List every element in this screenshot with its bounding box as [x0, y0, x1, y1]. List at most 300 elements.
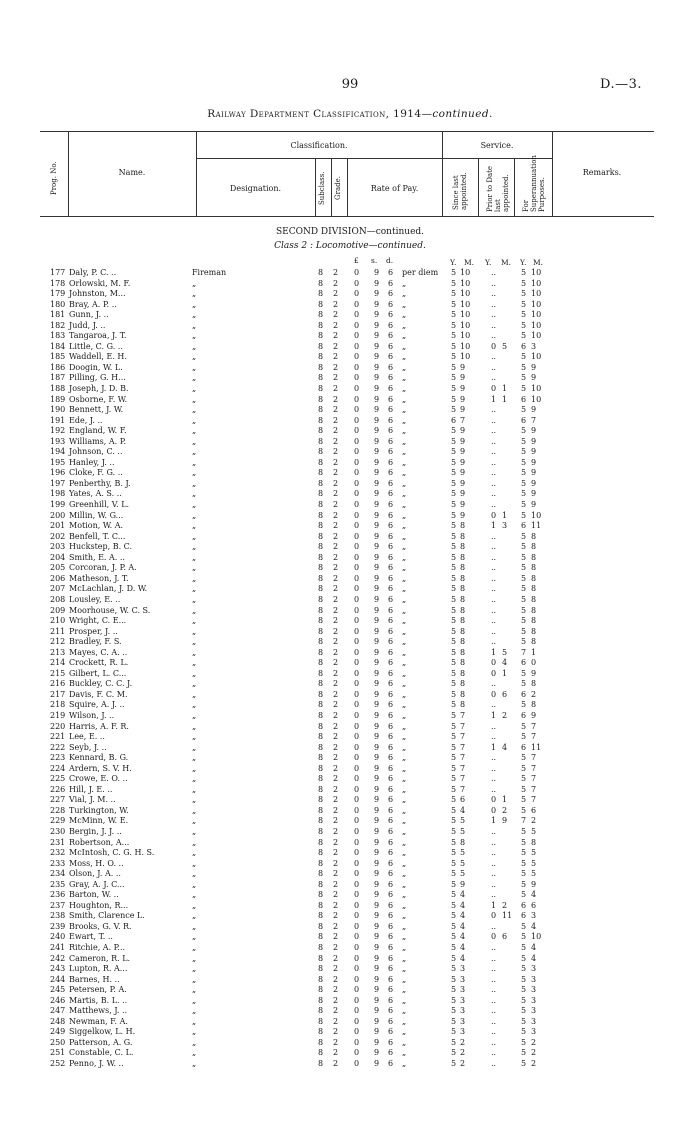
row-super-years: 5: [521, 753, 527, 763]
row-since-years: 5: [451, 573, 457, 583]
row-since-years: 5: [451, 943, 457, 952]
row-name: Bergin, J. J. ..: [69, 826, 122, 836]
row-pay-pounds: 0: [354, 879, 360, 889]
header-designation: Designation.: [229, 184, 282, 193]
row-prior-years: ..: [491, 278, 497, 288]
row-pay-unit: „: [402, 647, 407, 657]
col-divider: [514, 158, 515, 216]
row-pay-shillings: 9: [374, 974, 380, 984]
row-since-months: 4: [460, 890, 466, 900]
row-pay-pounds: 0: [354, 478, 360, 488]
row-pay-pence: 6: [388, 953, 394, 963]
row-prior-years: ..: [491, 289, 497, 299]
row-since-months: 3: [460, 1016, 466, 1026]
row-pay-unit: „: [402, 489, 407, 499]
row-super-months: 5: [531, 869, 537, 879]
row-grade: 2: [333, 626, 339, 636]
row-grade: 2: [333, 921, 339, 931]
row-pay-shillings: 9: [374, 362, 380, 372]
row-name: Seyb, J. ..: [69, 742, 107, 752]
row-pay-unit: „: [402, 531, 407, 541]
row-designation: „: [192, 500, 197, 510]
row-prog-no: 201: [50, 521, 66, 531]
row-pay-shillings: 9: [374, 489, 380, 499]
row-pay-unit: „: [402, 784, 407, 794]
table-row: [0, 954, 700, 965]
header-prog-no: Prog. No.: [50, 161, 58, 195]
row-since-years: 5: [451, 1037, 457, 1047]
row-since-months: 4: [460, 943, 466, 952]
row-designation: „: [192, 405, 197, 415]
row-grade: 2: [333, 668, 339, 678]
row-super-years: 5: [521, 489, 527, 499]
row-pay-pence: 6: [388, 362, 394, 372]
row-designation: „: [192, 531, 197, 541]
row-pay-pounds: 0: [354, 616, 360, 626]
row-grade: 2: [333, 268, 339, 277]
row-subclass: 8: [318, 879, 324, 889]
row-pay-pence: 6: [388, 500, 394, 510]
row-pay-pounds: 0: [354, 943, 360, 952]
row-pay-shillings: 9: [374, 753, 380, 763]
row-since-years: 5: [451, 457, 457, 467]
row-prior-years: ..: [491, 584, 497, 594]
row-grade: 2: [333, 310, 339, 320]
table-row: [0, 637, 700, 648]
row-since-months: 8: [460, 637, 466, 647]
row-since-years: 5: [451, 542, 457, 552]
row-pay-shillings: 9: [374, 384, 380, 394]
row-pay-pounds: 0: [354, 542, 360, 552]
row-prog-no: 251: [50, 1048, 66, 1058]
table-row: [0, 405, 700, 416]
table-row: [0, 300, 700, 311]
row-pay-unit: „: [402, 521, 407, 531]
row-prog-no: 223: [50, 753, 66, 763]
row-pay-pounds: 0: [354, 774, 360, 784]
row-prog-no: 202: [50, 531, 66, 541]
row-subclass: 8: [318, 510, 324, 520]
row-pay-pence: 6: [388, 594, 394, 604]
row-since-months: 8: [460, 647, 466, 657]
row-prior-months: 2: [502, 805, 508, 815]
table-row: [0, 584, 700, 595]
row-pay-unit: „: [402, 826, 407, 836]
row-grade: 2: [333, 415, 339, 425]
row-super-years: 5: [521, 932, 527, 942]
row-pay-unit: „: [402, 869, 407, 879]
row-since-months: 8: [460, 700, 466, 710]
row-pay-unit: „: [402, 362, 407, 372]
row-grade: 2: [333, 679, 339, 689]
row-prog-no: 203: [50, 542, 66, 552]
row-pay-pounds: 0: [354, 373, 360, 383]
row-designation: „: [192, 890, 197, 900]
row-pay-pence: 6: [388, 268, 394, 277]
row-prog-no: 194: [50, 447, 66, 457]
row-pay-pounds: 0: [354, 805, 360, 815]
row-pay-pence: 6: [388, 299, 394, 309]
row-designation: „: [192, 668, 197, 678]
row-super-months: 8: [531, 616, 537, 626]
row-name: Cloke, F. G. ..: [69, 468, 123, 478]
header-bottom-rule: [40, 216, 654, 217]
row-grade: 2: [333, 352, 339, 362]
row-name: Squire, A. J. ..: [69, 700, 125, 710]
row-prior-years: 1: [491, 394, 497, 404]
row-designation: „: [192, 605, 197, 615]
row-since-months: 8: [460, 689, 466, 699]
row-pay-unit: „: [402, 594, 407, 604]
row-name: Bray, A. P. ..: [69, 299, 117, 309]
row-designation: „: [192, 542, 197, 552]
row-super-months: 9: [531, 405, 537, 415]
row-pay-pence: 6: [388, 964, 394, 974]
row-subclass: 8: [318, 542, 324, 552]
row-since-months: 5: [460, 816, 466, 826]
row-designation: „: [192, 721, 197, 731]
row-since-years: 5: [451, 900, 457, 910]
row-since-years: 5: [451, 784, 457, 794]
row-grade: 2: [333, 816, 339, 826]
row-pay-unit: „: [402, 1059, 407, 1069]
row-designation: „: [192, 795, 197, 805]
row-prior-years: ..: [491, 457, 497, 467]
row-prog-no: 221: [50, 732, 66, 742]
row-pay-unit: „: [402, 679, 407, 689]
row-super-years: 5: [521, 478, 527, 488]
row-subclass: 8: [318, 932, 324, 942]
row-prior-years: ..: [491, 299, 497, 309]
row-subclass: 8: [318, 331, 324, 341]
row-since-years: 5: [451, 848, 457, 858]
row-grade: 2: [333, 468, 339, 478]
table-row: [0, 627, 700, 638]
row-grade: 2: [333, 805, 339, 815]
row-name: Motion, W. A.: [69, 521, 124, 531]
row-name: Ewart, T. ..: [69, 932, 113, 942]
row-since-months: 10: [460, 310, 471, 320]
row-pay-unit: „: [402, 763, 407, 773]
row-pay-unit: „: [402, 605, 407, 615]
row-name: Ardern, S. V. H.: [69, 763, 132, 773]
row-pay-pence: 6: [388, 531, 394, 541]
row-prog-no: 238: [50, 911, 66, 921]
table-row: [0, 985, 700, 996]
row-grade: 2: [333, 594, 339, 604]
row-name: Kennard, B. G.: [69, 753, 129, 763]
row-prior-months: 11: [502, 911, 513, 921]
division-heading: SECOND DIVISION—continued.: [275, 227, 425, 237]
row-since-months: 8: [460, 542, 466, 552]
row-pay-pence: 6: [388, 974, 394, 984]
row-grade: 2: [333, 742, 339, 752]
row-designation: „: [192, 921, 197, 931]
table-row: [0, 722, 700, 733]
row-super-months: 9: [531, 373, 537, 383]
row-subclass: 8: [318, 816, 324, 826]
row-prog-no: 195: [50, 457, 66, 467]
row-prog-no: 250: [50, 1037, 66, 1047]
row-pay-pence: 6: [388, 658, 394, 668]
row-pay-pence: 6: [388, 278, 394, 288]
row-name: Millin, W. G...: [69, 510, 124, 520]
row-super-months: 9: [531, 478, 537, 488]
row-prog-no: 218: [50, 700, 66, 710]
row-super-months: 8: [531, 594, 537, 604]
row-super-years: 5: [521, 500, 527, 510]
row-name: Brooks, G. V. R.: [69, 921, 132, 931]
row-prior-years: ..: [491, 362, 497, 372]
row-super-years: 5: [521, 848, 527, 858]
row-designation: „: [192, 637, 197, 647]
row-name: Gunn, J. ..: [69, 310, 109, 320]
row-prog-no: 241: [50, 943, 66, 952]
row-prior-months: 1: [502, 384, 508, 394]
row-super-years: 5: [521, 584, 527, 594]
row-super-years: 7: [521, 647, 527, 657]
row-pay-shillings: 9: [374, 848, 380, 858]
table-row: [0, 743, 700, 754]
row-grade: 2: [333, 637, 339, 647]
row-super-months: 3: [531, 964, 537, 974]
row-pay-unit: „: [402, 626, 407, 636]
row-name: Osborne, F. W.: [69, 394, 128, 404]
table-row: [0, 616, 700, 627]
row-designation: „: [192, 573, 197, 583]
row-name: Hill, J. E. ..: [69, 784, 113, 794]
row-prog-no: 205: [50, 563, 66, 573]
row-since-years: 5: [451, 858, 457, 868]
row-super-years: 5: [521, 320, 527, 330]
row-pay-shillings: 9: [374, 890, 380, 900]
row-super-years: 5: [521, 310, 527, 320]
row-subclass: 8: [318, 1037, 324, 1047]
row-prior-months: 5: [502, 647, 508, 657]
row-pay-pence: 6: [388, 384, 394, 394]
row-super-years: 5: [521, 700, 527, 710]
row-subclass: 8: [318, 953, 324, 963]
row-pay-unit: „: [402, 563, 407, 573]
row-pay-pounds: 0: [354, 679, 360, 689]
table-row: [0, 1017, 700, 1028]
row-since-years: 6: [451, 415, 457, 425]
row-pay-shillings: 9: [374, 900, 380, 910]
row-prog-no: 243: [50, 964, 66, 974]
row-since-years: 5: [451, 710, 457, 720]
row-pay-shillings: 9: [374, 626, 380, 636]
row-super-months: 6: [531, 805, 537, 815]
row-pay-pounds: 0: [354, 932, 360, 942]
row-super-years: 5: [521, 869, 527, 879]
row-pay-shillings: 9: [374, 710, 380, 720]
row-grade: 2: [333, 795, 339, 805]
row-pay-shillings: 9: [374, 816, 380, 826]
row-pay-unit: „: [402, 310, 407, 320]
row-subclass: 8: [318, 341, 324, 351]
row-prior-years: ..: [491, 869, 497, 879]
row-since-months: 8: [460, 626, 466, 636]
row-pay-unit: „: [402, 668, 407, 678]
table-row: [0, 542, 700, 553]
row-super-months: 3: [531, 995, 537, 1005]
row-subclass: 8: [318, 710, 324, 720]
row-super-years: 5: [521, 531, 527, 541]
row-since-months: 10: [460, 352, 471, 362]
table-row: [0, 648, 700, 659]
row-pay-unit: „: [402, 552, 407, 562]
row-pay-shillings: 9: [374, 985, 380, 995]
row-super-months: 10: [531, 384, 542, 394]
row-pay-shillings: 9: [374, 331, 380, 341]
row-name: Johnston, M...: [69, 289, 126, 299]
row-name: Moorhouse, W. C. S.: [69, 605, 151, 615]
row-super-months: 5: [531, 858, 537, 868]
row-subclass: 8: [318, 573, 324, 583]
row-pay-pounds: 0: [354, 394, 360, 404]
col-divider: [478, 158, 479, 216]
row-designation: „: [192, 742, 197, 752]
row-since-years: 5: [451, 478, 457, 488]
table-row: [0, 458, 700, 469]
table-row: [0, 901, 700, 912]
row-pay-pounds: 0: [354, 911, 360, 921]
row-pay-pence: 6: [388, 320, 394, 330]
row-prog-no: 228: [50, 805, 66, 815]
row-prior-years: ..: [491, 1016, 497, 1026]
row-pay-unit: „: [402, 447, 407, 457]
row-since-years: 5: [451, 964, 457, 974]
row-prior-years: ..: [491, 1027, 497, 1037]
row-grade: 2: [333, 658, 339, 668]
row-prog-no: 186: [50, 362, 66, 372]
row-pay-unit: „: [402, 890, 407, 900]
row-designation: „: [192, 932, 197, 942]
row-pay-pounds: 0: [354, 510, 360, 520]
row-super-years: 6: [521, 911, 527, 921]
row-prog-no: 217: [50, 689, 66, 699]
row-prog-no: 225: [50, 774, 66, 784]
row-pay-pence: 6: [388, 679, 394, 689]
row-pay-pence: 6: [388, 869, 394, 879]
row-pay-pence: 6: [388, 995, 394, 1005]
row-designation: „: [192, 658, 197, 668]
row-pay-unit: „: [402, 848, 407, 858]
row-grade: 2: [333, 542, 339, 552]
table-row: [0, 669, 700, 680]
row-super-months: 7: [531, 774, 537, 784]
row-since-years: 5: [451, 521, 457, 531]
row-name: Matthews, J. ..: [69, 1006, 128, 1016]
row-super-years: 5: [521, 953, 527, 963]
row-grade: 2: [333, 362, 339, 372]
row-pay-pounds: 0: [354, 1037, 360, 1047]
row-designation: „: [192, 869, 197, 879]
row-pay-unit: „: [402, 795, 407, 805]
row-prog-no: 242: [50, 953, 66, 963]
row-super-years: 5: [521, 384, 527, 394]
row-pay-pounds: 0: [354, 489, 360, 499]
row-pay-unit: „: [402, 689, 407, 699]
row-pay-shillings: 9: [374, 616, 380, 626]
row-pay-pence: 6: [388, 826, 394, 836]
row-pay-unit: „: [402, 436, 407, 446]
row-prog-no: 207: [50, 584, 66, 594]
row-since-years: 5: [451, 974, 457, 984]
row-super-months: 10: [531, 278, 542, 288]
row-designation: „: [192, 1037, 197, 1047]
row-pay-pounds: 0: [354, 816, 360, 826]
row-pay-pence: 6: [388, 763, 394, 773]
row-pay-shillings: 9: [374, 911, 380, 921]
row-prior-months: 6: [502, 932, 508, 942]
row-grade: 2: [333, 573, 339, 583]
row-pay-unit: „: [402, 584, 407, 594]
row-pay-shillings: 9: [374, 921, 380, 931]
row-super-months: 10: [531, 320, 542, 330]
table-row: [0, 373, 700, 384]
row-designation: „: [192, 1016, 197, 1026]
row-since-years: 5: [451, 1006, 457, 1016]
row-pay-pence: 6: [388, 700, 394, 710]
row-super-years: 5: [521, 732, 527, 742]
row-since-months: 9: [460, 426, 466, 436]
row-since-years: 5: [451, 584, 457, 594]
table-row: [0, 447, 700, 458]
row-grade: 2: [333, 932, 339, 942]
row-subclass: 8: [318, 637, 324, 647]
row-pay-pounds: 0: [354, 436, 360, 446]
row-super-months: 5: [531, 826, 537, 836]
row-prog-no: 226: [50, 784, 66, 794]
row-since-months: 10: [460, 289, 471, 299]
row-super-months: 8: [531, 637, 537, 647]
row-since-years: 5: [451, 299, 457, 309]
row-pay-shillings: 9: [374, 637, 380, 647]
row-prior-years: 1: [491, 816, 497, 826]
row-prior-years: ..: [491, 500, 497, 510]
row-designation: „: [192, 964, 197, 974]
row-prog-no: 248: [50, 1016, 66, 1026]
row-super-years: 5: [521, 721, 527, 731]
row-pay-shillings: 9: [374, 478, 380, 488]
row-subclass: 8: [318, 1027, 324, 1037]
row-pay-pounds: 0: [354, 1006, 360, 1016]
row-subclass: 8: [318, 299, 324, 309]
row-pay-pence: 6: [388, 879, 394, 889]
row-since-months: 9: [460, 500, 466, 510]
row-designation: „: [192, 478, 197, 488]
row-prior-years: ..: [491, 774, 497, 784]
row-designation: Fireman: [192, 268, 227, 277]
row-super-months: 8: [531, 605, 537, 615]
row-pay-pence: 6: [388, 647, 394, 657]
row-pay-unit: „: [402, 953, 407, 963]
row-super-years: 5: [521, 837, 527, 847]
row-pay-shillings: 9: [374, 521, 380, 531]
row-prog-no: 208: [50, 594, 66, 604]
row-since-years: 5: [451, 721, 457, 731]
row-since-months: 4: [460, 953, 466, 963]
row-pay-shillings: 9: [374, 953, 380, 963]
row-super-months: 8: [531, 584, 537, 594]
row-super-months: 11: [531, 742, 542, 752]
row-name: Benfell, T. C...: [69, 531, 126, 541]
row-grade: 2: [333, 753, 339, 763]
row-pay-unit: per diem: [402, 268, 439, 277]
row-super-months: 9: [531, 457, 537, 467]
row-pay-shillings: 9: [374, 531, 380, 541]
